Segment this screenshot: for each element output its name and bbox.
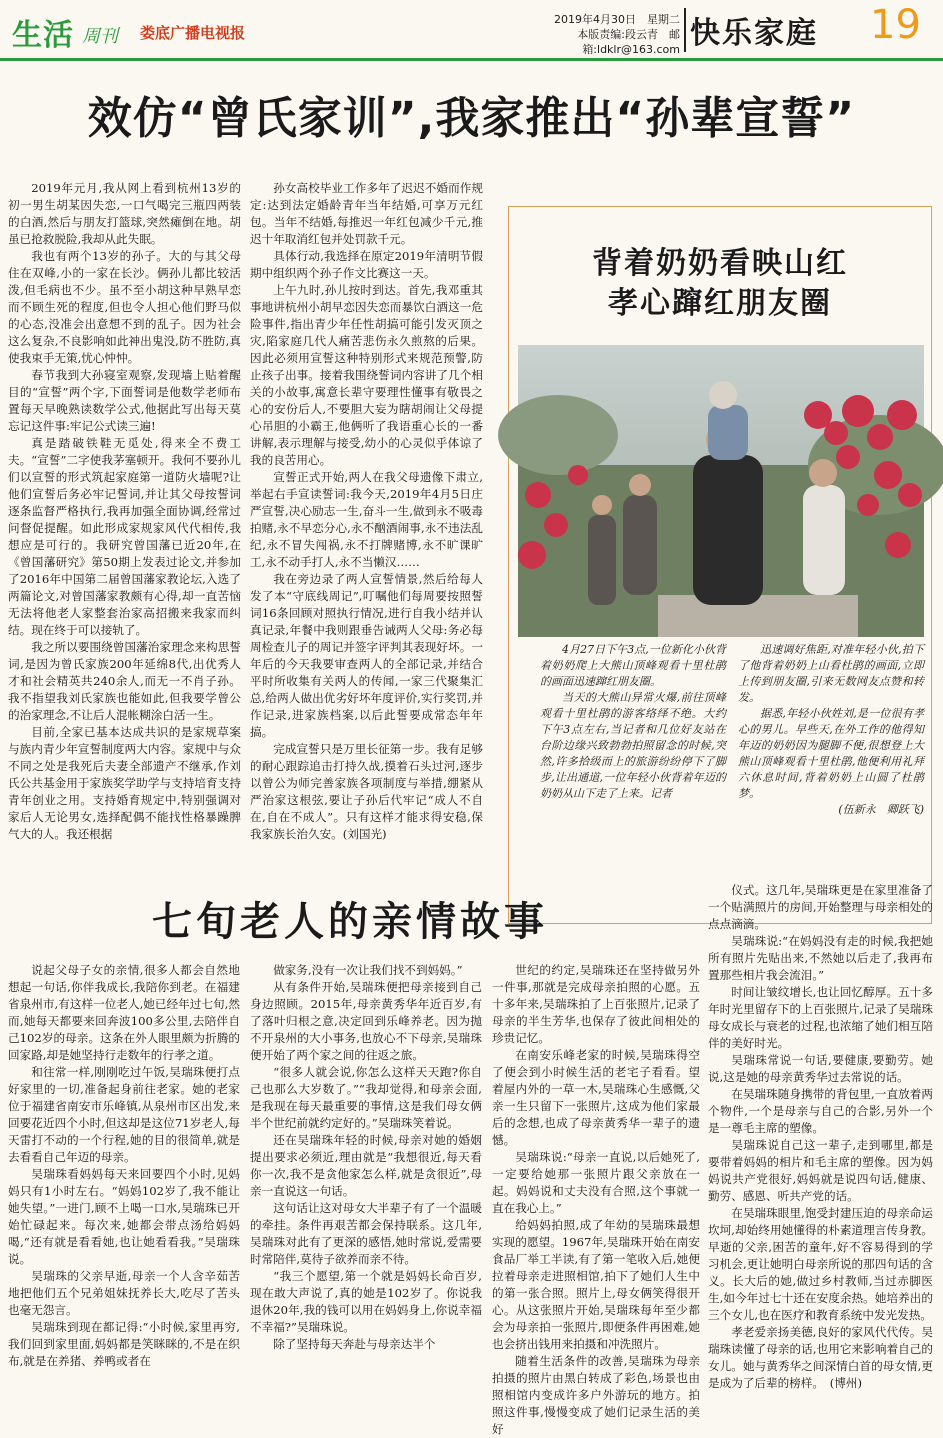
paragraph: 吴瑞珠的父亲早逝,母亲一个人含辛茹苦地把他们五个兄弟姐妹抚养长大,吃尽了苦头也毫无怨言。 bbox=[8, 1269, 240, 1317]
paragraph: 除了坚持每天奔赴与母亲达半个 bbox=[273, 1337, 436, 1351]
paragraph: 在吴瑞珠眼里,饱受封建压迫的母亲命运坎坷,却始终用她懂得的朴素道理言传身教。早逝的父亲,困苦的童年,好不容易得到的学习机会,更让她明白母亲所说的那四句话的含义。长大后的她,做过乡村教师,当过赤脚医生,如今年过七十还在安度余热。她培养出的三个女儿,也在医疗和教育系统中发光发热。 bbox=[708, 1206, 933, 1322]
paragraph: “我三个愿望,第一个就是妈妈长命百岁,现在敢大声说了,真的她是102岁了。你说我退休20年,我的钱可以用在妈妈身上,你说幸福不幸福?”吴瑞珠说。 bbox=[250, 1269, 482, 1334]
paragraph: “很多人就会说,你怎么这样天天跑?你自己也那么大岁数了。”“我却觉得,和母亲会面,是我现在每天最重要的事情,这是我们母女俩半个世纪前就约定好的。”吴瑞珠笑着说。 bbox=[250, 1065, 482, 1130]
paragraph: 从有条件开始,吴瑞珠便把母亲接到自己身边照顾。2015年,母亲黄秀华年近百岁,有了落叶归根之意,决定回到乐峰养老。因为抛不开泉州的大小事务,也放心不下母亲,吴瑞珠便开始了两个家之间的往返之旅。 bbox=[250, 980, 482, 1062]
paragraph: 吴瑞珠说:“在妈妈没有走的时候,我把她所有照片先贴出来,不然她以后走了,我再布置那些相片我会流泪。” bbox=[708, 934, 933, 982]
article2-headline: 七旬老人的亲情故事 bbox=[152, 899, 548, 945]
paragraph: 在南安乐峰老家的时候,吴瑞珠得空了便会到小时候生活的老宅子看看。望着屋内外的一草一木,吴瑞珠心生感慨,父亲一生只留下一张照片,这成为他们家最后的念想,也成了母亲黄秀华一辈子的遗憾。 bbox=[492, 1048, 700, 1147]
paragraph: 吴瑞珠说:“母亲一直说,以后她死了,一定要给她那一张照片跟父亲放在一起。妈妈说和丈夫没有合照,这个事就一直在我心上。” bbox=[492, 1150, 700, 1215]
header-divider bbox=[684, 8, 686, 52]
sidebar-title-line-1: 背着奶奶看映山红 bbox=[592, 246, 848, 281]
paragraph: 迅速调好焦距,对准年轻小伙,拍下了他背着奶奶上山看杜鹃的画面,立即上传到朋友圈,引来无数网友点赞和转发。 bbox=[738, 643, 924, 704]
paragraph: 孙女高校毕业工作多年了迟迟不婚而作规定:达到法定婚龄青年当年结婚,可享万元红包。当年不结婚,每推迟一年红包减少千元,推迟十年取消红包并处罚款千元。 bbox=[250, 181, 483, 246]
brand-life: 生活 bbox=[12, 18, 74, 53]
paragraph: 具体行动,我选择在原定2019年清明节假期中组织两个孙子作文比赛这一天。 bbox=[250, 249, 483, 280]
article2-column-3 bbox=[492, 962, 700, 1436]
paragraph: 还在吴瑞珠年轻的时候,母亲对她的婚姻提出要求必须近,理由就是“我想很近,每天看你一次,我不是贪他家怎么样,就是贪很近”,母亲一直说这一句话。 bbox=[250, 1133, 482, 1198]
photo-illustration bbox=[518, 345, 924, 637]
caption-left bbox=[540, 642, 726, 902]
paragraph: 给妈妈拍照,成了年幼的吴瑞珠最想实现的愿望。1967年,吴瑞珠开始在南安食品厂举工半读,有了第一笔收入后,她便拉着母亲走进照相馆,拍下了她们人生中的第一张合照。照片上,母女俩笑得很开心。从这张照片开始,吴瑞珠每年至少都会为母亲拍一张照片,即便条件再困难,她也会挤出钱用来拍摄和冲洗照片。 bbox=[492, 1218, 700, 1351]
paragraph: 吴瑞珠说自己这一辈子,走到哪里,都是要带着妈妈的相片和毛主席的塑像。因为妈妈说共产党很好,妈妈就是说四句话,健康、勤劳、感恩、听共产党的话。 bbox=[708, 1138, 933, 1203]
paragraph: 真是踏破铁鞋无觅处,得来全不费工夫。“宣誓”二字使我茅塞顿开。我何不要孙儿们以宣誓的形式筑起家庭第一道防火墙呢?让他们宣誓后务必牢记誓词,并让其父母按誓词逐条监督严格执行,我再加强全面协调,经常过问督促提醒。如此形成家规家风代代相传,我想应是可行的。我研究曾国藩已近20年,在《曾国藩研究》第50期上发表过论文,并参加了2016年中国第二届曾国藩家教论坛,入选了两篇论文,对曾国藩家教颇有心得,却一直苦恼无法将他老人家整套治家高招搬来我家而纠结。现在终于可以接轨了。 bbox=[8, 436, 241, 637]
page-header bbox=[0, 0, 943, 58]
paragraph: 我在旁边录了两人宣誓情景,然后给每人发了本“守底线周记”,叮嘱他们每周要按照誓词16条回顾对照执行情况,进行自我小结并认真记录,年餐中我则跟垂告诫两人父母:务必每周检查儿子的周记并签字评判其表现好坏。一年后的今天我要审查两人的全部记录,并结合平时所收集有关两人的传闻,一家三代聚集汇总,给两人做出优劣好坏年度评价,实行奖罚,并作记录,进家族档案,以后此誓要成常态年年搞。 bbox=[250, 572, 483, 739]
paragraph: 在吴瑞珠随身携带的背包里,一直放着两个物件,一个是母亲与自己的合影,另外一个是一尊毛主席的塑像。 bbox=[708, 1087, 933, 1135]
editor-info: 本版责编:段云青 邮箱:ldklr@163.com bbox=[577, 28, 680, 56]
brand-station: 娄底广播电视报 bbox=[140, 24, 246, 42]
article2-column-1 bbox=[8, 962, 240, 1382]
sidebar-title-line-2: 孝心蹿红朋友圈 bbox=[608, 286, 832, 321]
section-title: 快乐家庭 bbox=[690, 16, 818, 51]
paragraph: 世纪的约定,吴瑞珠还在坚持做另外一件事,那就是完成母亲拍照的心愿。五十多年来,吴瑞珠拍了上百张照片,记录了母亲的半生芳华,也保存了彼此间相处的珍贵记忆。 bbox=[492, 963, 700, 1045]
paragraph: 吴瑞珠看妈妈每天来回要四个小时,见妈妈只有1小时左右。“妈妈102岁了,我不能让她失望。”一进门,顾不上喝一口水,吴瑞珠已开始忙碌起来。每次来,她都会带点汤给妈妈喝,“还有就是看看她,也让她看看我。”吴瑞珠说。 bbox=[8, 1167, 240, 1266]
paragraph: 吴瑞珠常说一句话,要健康,要勤劳。她说,这是她的母亲黄秀华过去常说的话。 bbox=[708, 1053, 933, 1084]
caption-right bbox=[738, 642, 924, 902]
brand-weekly: 周刊 bbox=[82, 26, 118, 47]
paragraph: 我之所以要围绕曾国藩治家理念来构思誓词,是因为曾氏家族200年延绵8代,出优秀人才和社会精英共240余人,而无一不肖子孙。我不指望我刘氏家族也能如此,但我要学曾公的治家理念,不让后人混帐糊涂白活一生。 bbox=[8, 640, 241, 722]
paragraph: 据悉,年轻小伙姓刘,是一位很有孝心的男儿。早些天,在外工作的他得知年迈的奶奶因为腿脚不便,很想登上大熊山顶峰观看十里杜鹃,他便利用礼拜六休息时间,背着奶奶上山圆了杜鹃梦。 bbox=[738, 707, 924, 800]
issue-info bbox=[500, 12, 680, 57]
article2-column-2 bbox=[250, 962, 482, 1382]
paragraph: 做家务,没有一次让我们找不到妈妈。” bbox=[273, 963, 463, 977]
paragraph: 吴瑞珠到现在都记得:“小时候,家里再穷,我们回到家里面,妈妈都是笑眯眯的,不是在织布,就是在养猪、养鸭或者在 bbox=[8, 1320, 240, 1368]
caption-credit: (伍新永 卿跃飞) bbox=[838, 803, 924, 816]
header-rule bbox=[0, 58, 943, 61]
paragraph: 2019年元月,我从网上看到杭州13岁的初一男生胡某因失恋,一口气喝完三瓶四两装的白酒,然后与朋友打篮球,突然瘫倒在地。胡虽已抢救脱险,我却从此失眠。 bbox=[8, 181, 241, 246]
paragraph: 上午九时,孙儿按时到达。首先,我邓重其事地讲杭州小胡早恋因失恋而暴饮白酒这一危险事件,指出青少年任性胡搞可能引发灭顶之灾,陷家庭几代人痛苦悲伤永久煎熬的后果。因此必须用宣誓这种特别形式来规范预警,防止孩子出事。接着我围绕誓词内容讲了几个相关的小故事,寓意长辈守要理性懂事有敬畏之心的安份后人,不要胆大妄为瞎胡闹让父母提心吊胆的小霸王,他俩听了我语重心长的一番讲解,表示理解与接受,幼小的心灵似乎体谅了我的良苦用心。 bbox=[250, 283, 483, 467]
article1-headline: 效仿“曾氏家训”,我家推出“孙辈宣誓” bbox=[87, 93, 856, 144]
article2-column-4 bbox=[708, 882, 933, 1390]
article1-column-2 bbox=[250, 180, 483, 890]
paragraph: 当天的大熊山异常火爆,前往顶峰观看十里杜鹃的游客络绎不绝。大约下午3点左右,当记者和几位好友站在台阶边缘兴致勃勃拍照留念的时候,突然,许多拾级而上的旅游纷纷停下了脚步,让出通道,一位年轻小伙背着年迈的奶奶从山下走了上来。记者 bbox=[540, 691, 726, 800]
paragraph: 说起父母子女的亲情,很多人都会自然地想起一句话,你伴我成长,我陪你到老。在福建省泉州市,有这样一位老人,她已经年过七旬,然而,她每天都要来回奔波100多公里,去陪伴自己102岁的母亲。这条在外人眼里颇为折腾的回家路,却是她坚持行走数年的行孝之道。 bbox=[8, 963, 240, 1062]
issue-date: 2019年4月30日 星期二 bbox=[554, 13, 680, 26]
paragraph: 完成宣誓只是万里长征第一步。我有足够的耐心跟踪追击打持久战,摸着石头过河,逐步以曾公为师完善家族各项制度与举措,绷紧从严治家这根弦,要让子孙后代牢记“成人不自在,自在不成人”。只有这样才能求得安稳,保我家族长治久安。(刘国光) bbox=[250, 742, 483, 841]
paragraph: 孝老爱亲扬美德,良好的家风代代传。吴瑞珠读懂了母亲的话,也用它来影响着自己的女儿。她与黄秀华之间深情白首的母女情,更是成为了后辈的榜样。 (博州) bbox=[708, 1325, 933, 1390]
paragraph: 随着生活条件的改善,吴瑞珠为母亲拍摄的照片由黑白转成了彩色,场景也由照相馆内变成许多户外游玩的地方。拍照这件事,慢慢变成了她们记录生活的美好 bbox=[492, 1354, 700, 1436]
paragraph: 目前,全家已基本达成共识的是家规草案与族内青少年宣誓制度两大内容。家规中与众不同之处是我死后夫妻全部遗产不继承,作刘氏公共基金用于家族奖学助学与支持培育支持青年创业之用。支持婚育规定中,特别强调对家后人无论男女,选择配偶不能找性格暴躁脾气大的人。我还根据 bbox=[8, 725, 241, 841]
sidebar-photo bbox=[518, 345, 924, 637]
paragraph: 春节我到大孙寝室观察,发现墙上贴着醒目的“宣誓”两个字,下面誓词是他数学老师布置每天早晚熟读数学公式,他据此写出每天莫忘记这件事:牢记公式读三遍! bbox=[8, 368, 241, 433]
sidebar-title bbox=[508, 244, 932, 324]
paragraph: 我也有两个13岁的孙子。大的与其父母住在双峰,小的一家在长沙。俩孙儿都比较活泼,但毛病也不少。虽不至小胡这种早熟早恋而不顾生死的程度,但也令人担心他们野马似的心态,没准会出意想不到的乱子。因为社会这么复杂,不良影响如此神出鬼没,防不胜防,真使我束手无策,忧心忡忡。 bbox=[8, 249, 241, 365]
paragraph: 时间让皱纹增长,也让回忆醇厚。五十多年时光里留存下的上百张照片,记录了吴瑞珠母女成长与衰老的过程,也浓缩了她们相互陪伴的美好时光。 bbox=[708, 985, 933, 1050]
paragraph: 和往常一样,刚刚吃过午饭,吴瑞珠便打点好家里的一切,准备起身前往老家。她的老家位于福建省南安市乐峰镇,从泉州市区出发,来回要花近四个小时,但这却是这位71岁老人,每天雷打不动的一个行程,她的目的很简单,就是去看看自己年迈的母亲。 bbox=[8, 1065, 240, 1164]
paragraph: 4月27日下午3点,一位新化小伙背着奶奶爬上大熊山顶峰观看十里杜鹃的画面迅速蹿红朋友圈。 bbox=[540, 643, 726, 688]
article1-column-1 bbox=[8, 180, 241, 890]
page-number: 19 bbox=[870, 2, 921, 48]
paragraph: 宣誓正式开始,两人在我父母遗像下肃立,举起右手宣读誓词:我今天,2019年4月5日庄严宣誓,决心励志一生,奋斗一生,做到永不吸毒拍赌,永不早恋分心,永不酗酒闹事,永不违法乱纪,永不冒失闯祸,永不打牌赌博,永不旷课旷工,永不动手打人,永不当懒汉…… bbox=[250, 470, 483, 569]
paragraph: 仪式。这几年,吴瑞珠更是在家里准备了一个贴满照片的房间,开始整理与母亲相处的点点滴滴。 bbox=[708, 883, 933, 931]
paragraph: 这句话让这对母女大半辈子有了一个温暖的牵挂。条件再艰苦都会保持联系。这几年,吴瑞珠对此有了更深的感悟,她时常说,爱需要时常陪伴,莫待子欲养而亲不待。 bbox=[250, 1201, 482, 1266]
